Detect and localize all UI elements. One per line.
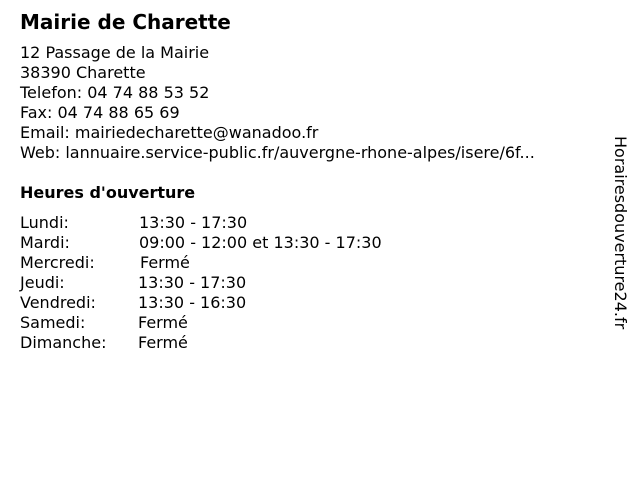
day-label: Mercredi: [20, 253, 95, 272]
time-value: Fermé [140, 253, 190, 272]
contact-block [20, 43, 535, 163]
place-title: Mairie de Charette [20, 10, 231, 34]
fax-line: Fax: 04 74 88 65 69 [20, 103, 180, 122]
day-label: Mardi: [20, 233, 70, 252]
time-value: 13:30 - 17:30 [139, 213, 248, 232]
day-label: Jeudi: [20, 273, 65, 292]
address-city: 38390 Charette [20, 63, 146, 82]
time-value: 13:30 - 16:30 [138, 293, 247, 312]
address-street: 12 Passage de la Mairie [20, 43, 210, 62]
time-value: 13:30 - 17:30 [138, 273, 247, 292]
time-value: Fermé [138, 313, 188, 332]
phone-line[interactable]: Telefon: 04 74 88 53 52 [20, 83, 210, 102]
time-value: 09:00 - 12:00 et 13:30 - 17:30 [139, 233, 382, 252]
day-label: Samedi: [20, 313, 86, 332]
day-label: Dimanche: [20, 333, 107, 352]
site-brand-watermark: Horairesdouverture24.fr [611, 136, 630, 330]
time-value: Fermé [138, 333, 188, 352]
day-label: Vendredi: [20, 293, 96, 312]
web-line[interactable]: Web: lannuaire.service-public.fr/auvergne-rhone-alpes/isere/6f... [20, 143, 535, 162]
day-label: Lundi: [20, 213, 69, 232]
email-line[interactable]: Email: mairiedecharette@wanadoo.fr [20, 123, 319, 142]
opening-hours-heading: Heures d'ouverture [20, 183, 196, 202]
